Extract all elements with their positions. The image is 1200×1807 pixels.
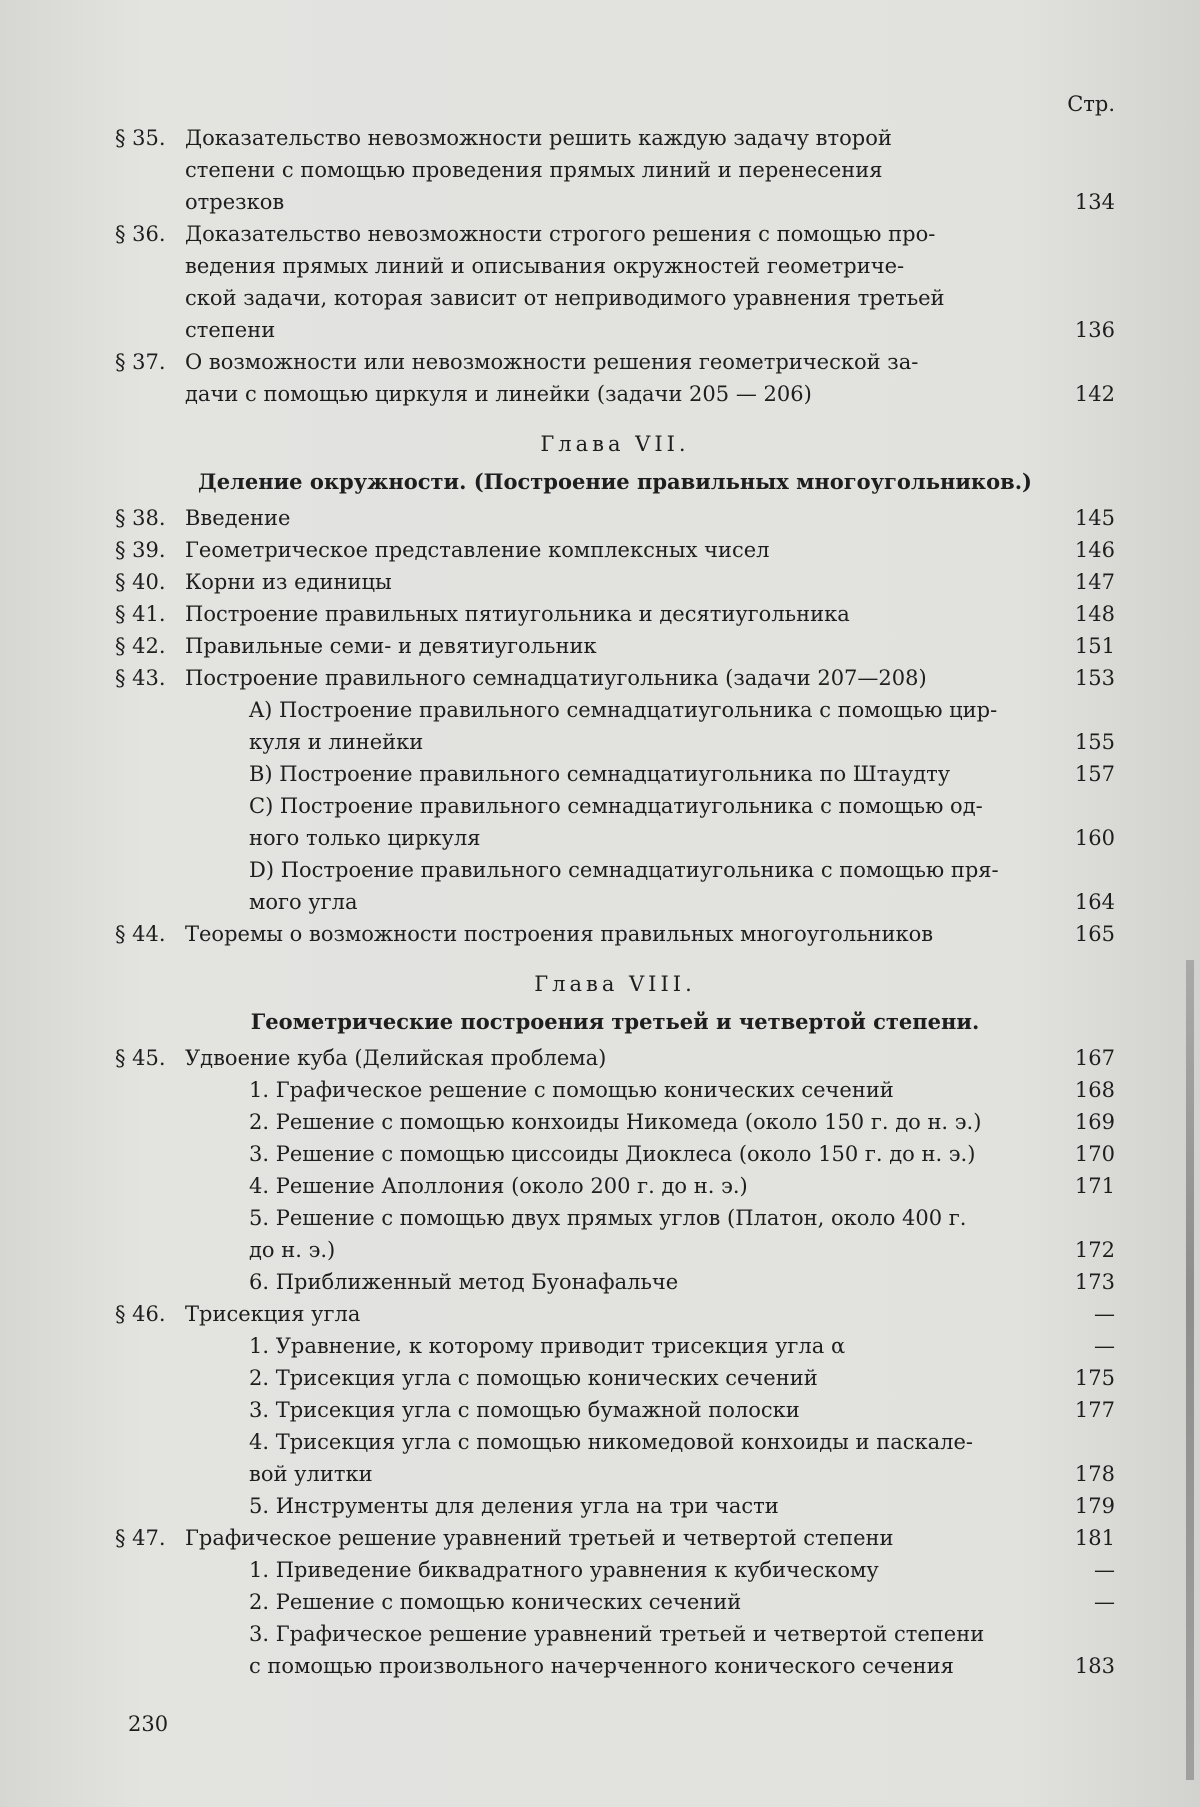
entry-body bbox=[185, 566, 1035, 598]
page-reference bbox=[1035, 218, 1115, 250]
toc-subentry-line bbox=[115, 1554, 1115, 1586]
entry-body bbox=[185, 1586, 1035, 1618]
page-reference: 136 bbox=[1035, 314, 1115, 346]
section-number bbox=[115, 726, 185, 758]
section-number: § 46. bbox=[115, 1298, 185, 1330]
toc-subentry-line bbox=[115, 1618, 1115, 1650]
entry-body bbox=[185, 694, 1035, 726]
entry-title-text: куля и линейки bbox=[249, 726, 423, 758]
page-reference: 145 bbox=[1035, 502, 1115, 534]
dot-leader bbox=[818, 378, 1027, 410]
entry-title-text: D) Построение правильного семнадцатиугольника с помощью пря- bbox=[249, 854, 1027, 886]
section-number bbox=[115, 886, 185, 918]
dot-leader bbox=[684, 1266, 1027, 1298]
toc-subentry-line bbox=[115, 1330, 1115, 1362]
entry-title-text: отрезков bbox=[185, 186, 284, 218]
entry-body bbox=[185, 1426, 1035, 1458]
toc-entry-line bbox=[115, 598, 1115, 630]
toc-entry-line bbox=[115, 378, 1115, 410]
section-number bbox=[115, 1362, 185, 1394]
section-number: § 47. bbox=[115, 1522, 185, 1554]
entry-title-text: Доказательство невозможности решить каждую задачу второй bbox=[185, 122, 1027, 154]
entry-body bbox=[185, 1650, 1035, 1682]
entry-body bbox=[185, 250, 1035, 282]
section-number: § 42. bbox=[115, 630, 185, 662]
section-number: § 39. bbox=[115, 534, 185, 566]
entry-title-text: 4. Решение Аполлония (около 200 г. до н. э.) bbox=[249, 1170, 748, 1202]
page-reference: — bbox=[1035, 1586, 1115, 1618]
entry-body bbox=[185, 1522, 1035, 1554]
section-number bbox=[115, 1330, 185, 1362]
toc-subentry-line bbox=[115, 854, 1115, 886]
entry-body bbox=[185, 790, 1035, 822]
sections-list-top bbox=[115, 122, 1115, 410]
section-number bbox=[115, 1074, 185, 1106]
page-reference: 179 bbox=[1035, 1490, 1115, 1522]
entry-body bbox=[185, 1298, 1035, 1330]
entry-body bbox=[185, 726, 1035, 758]
dot-leader bbox=[960, 1650, 1027, 1682]
entry-title-text: 2. Решение с помощью конических сечений bbox=[249, 1586, 741, 1618]
dot-leader bbox=[364, 886, 1027, 918]
dot-leader bbox=[612, 1042, 1027, 1074]
section-number: § 44. bbox=[115, 918, 185, 950]
toc-entry-line bbox=[115, 186, 1115, 218]
chapter-8-label: Глава VIII. bbox=[115, 968, 1115, 1000]
page-reference bbox=[1035, 250, 1115, 282]
section-number bbox=[115, 1106, 185, 1138]
section-number: § 43. bbox=[115, 662, 185, 694]
section-number bbox=[115, 1170, 185, 1202]
entry-title-text: Графическое решение уравнений третьей и четвертой степени bbox=[185, 1522, 893, 1554]
section-number bbox=[115, 694, 185, 726]
entry-body bbox=[185, 502, 1035, 534]
entry-body bbox=[185, 1202, 1035, 1234]
dot-leader bbox=[747, 1586, 1027, 1618]
dot-leader bbox=[824, 1362, 1027, 1394]
entry-title-text: C) Построение правильного семнадцатиугольника с помощью од- bbox=[249, 790, 1027, 822]
dot-leader bbox=[900, 1074, 1027, 1106]
dot-leader bbox=[856, 598, 1027, 630]
section-number bbox=[115, 1458, 185, 1490]
section-number bbox=[115, 250, 185, 282]
dot-leader bbox=[933, 662, 1027, 694]
section-number bbox=[115, 1202, 185, 1234]
toc-subentry-line bbox=[115, 790, 1115, 822]
entry-body bbox=[185, 378, 1035, 410]
page-reference: 164 bbox=[1035, 886, 1115, 918]
toc-subentry-line bbox=[115, 758, 1115, 790]
toc-entry-line bbox=[115, 662, 1115, 694]
page-reference bbox=[1035, 790, 1115, 822]
dot-leader bbox=[754, 1170, 1027, 1202]
entry-body bbox=[185, 918, 1035, 950]
entry-body bbox=[185, 1458, 1035, 1490]
entry-title-text: 5. Решение с помощью двух прямых углов (Платон, около 400 г. bbox=[249, 1202, 1027, 1234]
page-reference: 167 bbox=[1035, 1042, 1115, 1074]
page-reference: 169 bbox=[1035, 1106, 1115, 1138]
dot-leader bbox=[398, 566, 1027, 598]
page-reference: 153 bbox=[1035, 662, 1115, 694]
page-reference: 177 bbox=[1035, 1394, 1115, 1426]
toc-subentry-line bbox=[115, 1234, 1115, 1266]
entry-title-text: 3. Графическое решение уравнений третьей и четвертой степени bbox=[249, 1618, 1027, 1650]
entry-body bbox=[185, 346, 1035, 378]
section-number bbox=[115, 758, 185, 790]
page-reference: 183 bbox=[1035, 1650, 1115, 1682]
entry-body bbox=[185, 534, 1035, 566]
toc-subentry-line bbox=[115, 1490, 1115, 1522]
entry-body bbox=[185, 630, 1035, 662]
dot-leader bbox=[429, 726, 1027, 758]
section-number bbox=[115, 1138, 185, 1170]
page-reference: 172 bbox=[1035, 1234, 1115, 1266]
page-reference: 175 bbox=[1035, 1362, 1115, 1394]
page-reference: 148 bbox=[1035, 598, 1115, 630]
entry-body bbox=[185, 854, 1035, 886]
entry-body bbox=[185, 598, 1035, 630]
page-edge-shadow bbox=[1186, 960, 1194, 1780]
page-reference: 170 bbox=[1035, 1138, 1115, 1170]
section-number: § 40. bbox=[115, 566, 185, 598]
toc-entry-line bbox=[115, 250, 1115, 282]
page-reference: 142 bbox=[1035, 378, 1115, 410]
section-number bbox=[115, 1586, 185, 1618]
toc-subentry-line bbox=[115, 886, 1115, 918]
dot-leader bbox=[806, 1394, 1027, 1426]
page-reference: 155 bbox=[1035, 726, 1115, 758]
toc-entry-line bbox=[115, 1042, 1115, 1074]
toc-entry-line bbox=[115, 630, 1115, 662]
chapter-7-title: Деление окружности. (Построение правильных многоугольников.) bbox=[115, 466, 1115, 498]
section-number bbox=[115, 314, 185, 346]
toc-entry-line bbox=[115, 1298, 1115, 1330]
entry-title-text: B) Построение правильного семнадцатиугольника по Штаудту bbox=[249, 758, 950, 790]
entry-body bbox=[185, 662, 1035, 694]
section-number: § 37. bbox=[115, 346, 185, 378]
dot-leader bbox=[956, 758, 1027, 790]
page-reference bbox=[1035, 1202, 1115, 1234]
entry-title-text: 1. Графическое решение с помощью конических сечений bbox=[249, 1074, 894, 1106]
entry-title-text: с помощью произвольного начерченного конического сечения bbox=[249, 1650, 954, 1682]
toc-entry-line bbox=[115, 502, 1115, 534]
page-reference: 165 bbox=[1035, 918, 1115, 950]
entry-title-text: 6. Приближенный метод Буонафальче bbox=[249, 1266, 678, 1298]
section-number bbox=[115, 282, 185, 314]
toc-entry-line bbox=[115, 154, 1115, 186]
entry-body bbox=[185, 314, 1035, 346]
page-reference: 173 bbox=[1035, 1266, 1115, 1298]
entry-title-text: степени bbox=[185, 314, 275, 346]
entry-title-text: Теоремы о возможности построения правильных многоугольников bbox=[185, 918, 933, 950]
entry-title-text: A) Построение правильного семнадцатиугольника с помощью цир- bbox=[249, 694, 1027, 726]
dot-leader bbox=[366, 1298, 1027, 1330]
toc-entry-line bbox=[115, 122, 1115, 154]
toc-subentry-line bbox=[115, 1426, 1115, 1458]
toc-subentry-line bbox=[115, 1650, 1115, 1682]
entry-body bbox=[185, 758, 1035, 790]
entry-body bbox=[185, 1042, 1035, 1074]
entry-body bbox=[185, 282, 1035, 314]
page-reference bbox=[1035, 694, 1115, 726]
entry-title-text: Корни из единицы bbox=[185, 566, 392, 598]
page-reference: 157 bbox=[1035, 758, 1115, 790]
entry-body bbox=[185, 822, 1035, 854]
toc-subentry-line bbox=[115, 822, 1115, 854]
dot-leader bbox=[785, 1490, 1027, 1522]
entry-title-text: 1. Уравнение, к которому приводит трисекция угла α bbox=[249, 1330, 845, 1362]
table-of-contents bbox=[115, 88, 1115, 1682]
entry-title-text: ведения прямых линий и описывания окружностей геометриче- bbox=[185, 250, 1027, 282]
section-number: § 36. bbox=[115, 218, 185, 250]
entry-title-text: Геометрическое представление комплексных чисел bbox=[185, 534, 770, 566]
entry-title-text: 3. Решение с помощью циссоиды Диоклеса (около 150 г. до н. э.) bbox=[249, 1138, 975, 1170]
toc-subentry-line bbox=[115, 1458, 1115, 1490]
page-reference: — bbox=[1035, 1298, 1115, 1330]
page-reference: 134 bbox=[1035, 186, 1115, 218]
toc-subentry-line bbox=[115, 1074, 1115, 1106]
page-reference bbox=[1035, 282, 1115, 314]
toc-subentry-line bbox=[115, 1266, 1115, 1298]
entry-body bbox=[185, 1618, 1035, 1650]
page-reference: 151 bbox=[1035, 630, 1115, 662]
entry-body bbox=[185, 1266, 1035, 1298]
entry-body bbox=[185, 1362, 1035, 1394]
dot-leader bbox=[851, 1330, 1027, 1362]
section-number bbox=[115, 1426, 185, 1458]
section-number bbox=[115, 854, 185, 886]
toc-entry-line bbox=[115, 534, 1115, 566]
page-reference bbox=[1035, 346, 1115, 378]
entry-body bbox=[185, 1170, 1035, 1202]
section-number bbox=[115, 1554, 185, 1586]
chapter-7-entries bbox=[115, 502, 1115, 950]
entry-title-text: Правильные семи- и девятиугольник bbox=[185, 630, 597, 662]
page-reference bbox=[1035, 122, 1115, 154]
toc-subentry-line bbox=[115, 1202, 1115, 1234]
section-number bbox=[115, 1650, 185, 1682]
toc-entry-line bbox=[115, 314, 1115, 346]
page-reference: 181 bbox=[1035, 1522, 1115, 1554]
entry-body bbox=[185, 218, 1035, 250]
entry-title-text: Введение bbox=[185, 502, 290, 534]
toc-subentry-line bbox=[115, 726, 1115, 758]
entry-title-text: дачи с помощью циркуля и линейки (задачи 205 — 206) bbox=[185, 378, 812, 410]
section-number bbox=[115, 186, 185, 218]
section-number bbox=[115, 1490, 185, 1522]
page-reference: 178 bbox=[1035, 1458, 1115, 1490]
chapter-7-label: Глава VII. bbox=[115, 428, 1115, 460]
page-reference: — bbox=[1035, 1330, 1115, 1362]
page-reference bbox=[1035, 1618, 1115, 1650]
entry-title-text: 5. Инструменты для деления угла на три части bbox=[249, 1490, 779, 1522]
toc-subentry-line bbox=[115, 1586, 1115, 1618]
toc-entry-line bbox=[115, 1522, 1115, 1554]
toc-subentry-line bbox=[115, 694, 1115, 726]
entry-title-text: 2. Трисекция угла с помощью конических сечений bbox=[249, 1362, 818, 1394]
page-column-header: Стр. bbox=[115, 88, 1115, 122]
entry-title-text: до н. э.) bbox=[249, 1234, 335, 1266]
entry-title-text: ного только циркуля bbox=[249, 822, 480, 854]
section-number bbox=[115, 154, 185, 186]
dot-leader bbox=[379, 1458, 1027, 1490]
section-number bbox=[115, 1394, 185, 1426]
entry-body bbox=[185, 122, 1035, 154]
entry-body bbox=[185, 1106, 1035, 1138]
toc-entry-line bbox=[115, 218, 1115, 250]
section-number bbox=[115, 378, 185, 410]
section-number: § 38. bbox=[115, 502, 185, 534]
toc-entry-line bbox=[115, 282, 1115, 314]
entry-title-text: мого угла bbox=[249, 886, 358, 918]
page-reference: — bbox=[1035, 1554, 1115, 1586]
book-page bbox=[0, 0, 1200, 1807]
toc-entry-line bbox=[115, 566, 1115, 598]
section-number: § 41. bbox=[115, 598, 185, 630]
entry-title-text: 1. Приведение биквадратного уравнения к кубическому bbox=[249, 1554, 879, 1586]
page-reference: 147 bbox=[1035, 566, 1115, 598]
section-number bbox=[115, 1266, 185, 1298]
page-reference: 171 bbox=[1035, 1170, 1115, 1202]
toc-subentry-line bbox=[115, 1138, 1115, 1170]
entry-body bbox=[185, 186, 1035, 218]
toc-entry-line bbox=[115, 346, 1115, 378]
page-reference bbox=[1035, 1426, 1115, 1458]
section-number bbox=[115, 822, 185, 854]
dot-leader bbox=[885, 1554, 1027, 1586]
entry-title-text: степени с помощью проведения прямых линий и перенесения bbox=[185, 154, 1027, 186]
dot-leader bbox=[290, 186, 1027, 218]
section-number bbox=[115, 790, 185, 822]
page-reference: 146 bbox=[1035, 534, 1115, 566]
dot-leader bbox=[603, 630, 1027, 662]
dot-leader bbox=[281, 314, 1027, 346]
entry-title-text: О возможности или невозможности решения геометрической за- bbox=[185, 346, 1027, 378]
page-reference bbox=[1035, 854, 1115, 886]
entry-body bbox=[185, 1490, 1035, 1522]
page-reference bbox=[1035, 154, 1115, 186]
toc-entry-line bbox=[115, 918, 1115, 950]
entry-body bbox=[185, 1554, 1035, 1586]
section-number: § 35. bbox=[115, 122, 185, 154]
toc-subentry-line bbox=[115, 1106, 1115, 1138]
dot-leader bbox=[341, 1234, 1027, 1266]
section-number bbox=[115, 1234, 185, 1266]
entry-title-text: Доказательство невозможности строгого решения с помощью про- bbox=[185, 218, 1027, 250]
toc-subentry-line bbox=[115, 1394, 1115, 1426]
chapter-8-entries bbox=[115, 1042, 1115, 1682]
entry-title-text: Построение правильных пятиугольника и десятиугольника bbox=[185, 598, 850, 630]
entry-title-text: 3. Трисекция угла с помощью бумажной полоски bbox=[249, 1394, 800, 1426]
entry-body bbox=[185, 1234, 1035, 1266]
entry-body bbox=[185, 1138, 1035, 1170]
page-number: 230 bbox=[128, 1712, 168, 1736]
section-number: § 45. bbox=[115, 1042, 185, 1074]
entry-title-text: Удвоение куба (Делийская проблема) bbox=[185, 1042, 606, 1074]
dot-leader bbox=[296, 502, 1027, 534]
entry-body bbox=[185, 1074, 1035, 1106]
entry-title-text: ской задачи, которая зависит от неприводимого уравнения третьей bbox=[185, 282, 1027, 314]
page-reference: 168 bbox=[1035, 1074, 1115, 1106]
dot-leader bbox=[486, 822, 1027, 854]
entry-body bbox=[185, 1394, 1035, 1426]
chapter-8-title: Геометрические построения третьей и четвертой степени. bbox=[115, 1006, 1115, 1038]
entry-title-text: 4. Трисекция угла с помощью никомедовой конхоиды и паскале- bbox=[249, 1426, 1027, 1458]
entry-body bbox=[185, 1330, 1035, 1362]
section-number bbox=[115, 1618, 185, 1650]
toc-subentry-line bbox=[115, 1362, 1115, 1394]
entry-title-text: 2. Решение с помощью конхоиды Никомеда (около 150 г. до н. э.) bbox=[249, 1106, 981, 1138]
page-reference: 160 bbox=[1035, 822, 1115, 854]
toc-subentry-line bbox=[115, 1170, 1115, 1202]
entry-title-text: вой улитки bbox=[249, 1458, 373, 1490]
entry-title-text: Построение правильного семнадцатиугольника (задачи 207—208) bbox=[185, 662, 927, 694]
entry-body bbox=[185, 154, 1035, 186]
entry-title-text: Трисекция угла bbox=[185, 1298, 360, 1330]
dot-leader bbox=[776, 534, 1027, 566]
entry-body bbox=[185, 886, 1035, 918]
dot-leader bbox=[899, 1522, 1027, 1554]
